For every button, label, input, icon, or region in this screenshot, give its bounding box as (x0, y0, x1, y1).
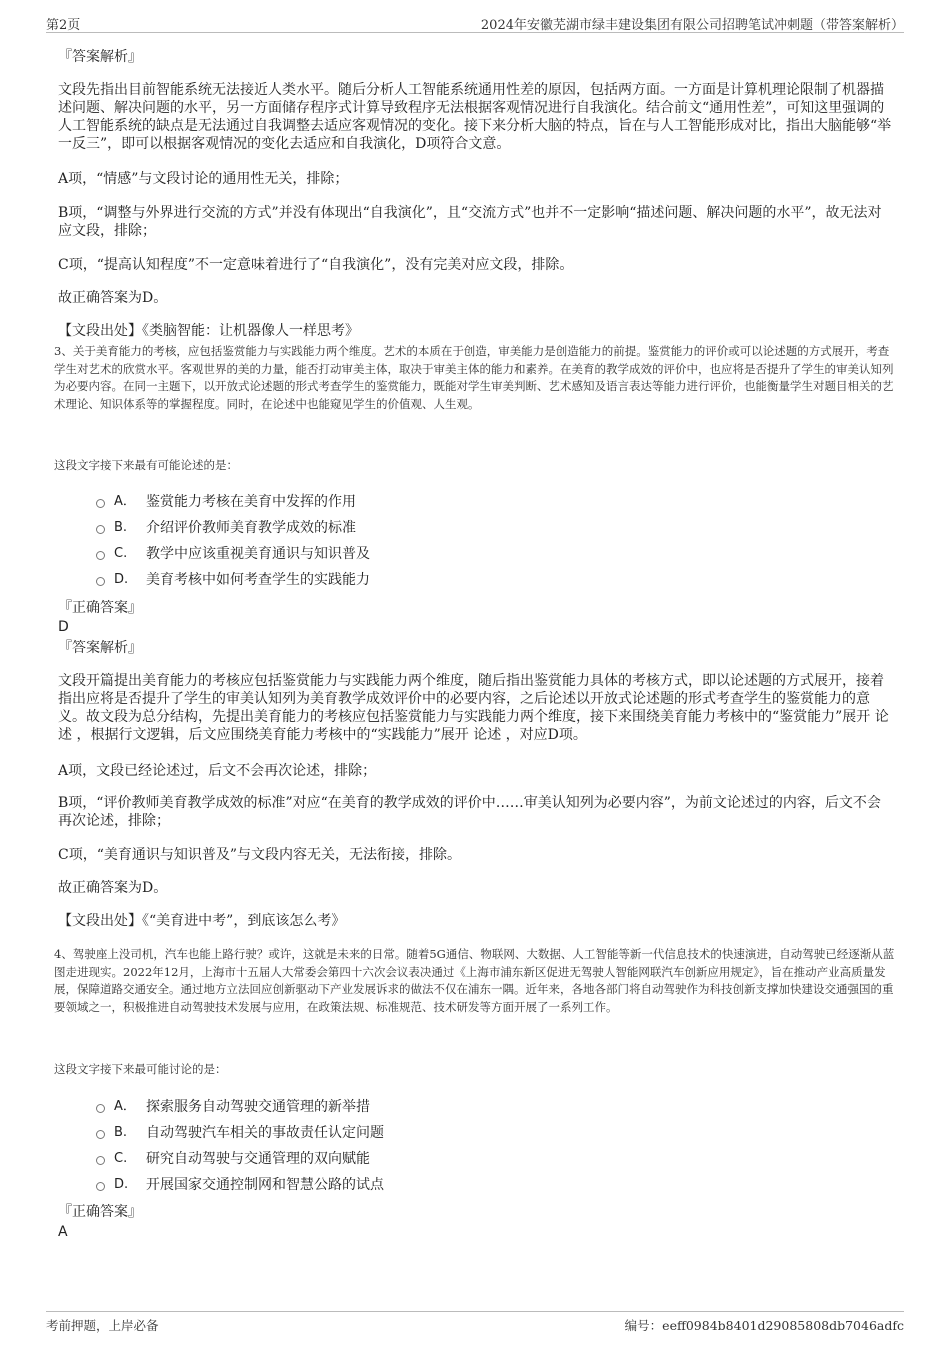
page-header (46, 12, 904, 33)
radio-icon[interactable] (96, 1130, 105, 1139)
option-text: 鉴赏能力考核在美育中发挥的作用 (146, 494, 356, 510)
q3-option-d[interactable] (96, 571, 370, 589)
option-text: 开展国家交通控制网和智慧公路的试点 (146, 1177, 384, 1193)
option-text: 介绍评价教师美育教学成效的标准 (146, 520, 356, 536)
radio-icon[interactable] (96, 1156, 105, 1165)
q4-option-c[interactable] (96, 1150, 370, 1168)
radio-icon[interactable] (96, 525, 105, 534)
q3-correct-answer: D (58, 619, 69, 635)
option-text: 教学中应该重视美育通识与知识普及 (146, 546, 370, 562)
q2-analysis-paragraph: 文段先指出目前智能系统无法接近人类水平。随后分析人工智能系统通用性差的原因，包括两方面。一方面是计算机理论限制了机器描述问题、解决问题的水平，另一方面储存程序式计算导致程序无法根据客观情况进行自我演化。结合前文“通用性差”，可知这里强调的人工智能系统的缺点是无法通过自我调整去适应客观情况的变化。接下来分析大脑的特点，旨在与人工智能形成对比，指出大脑能够“举一反三”，即可以根据客观情况的变化去适应和自我演化，D项符合文意。 (58, 82, 892, 152)
option-text: 探索服务自动驾驶交通管理的新举措 (146, 1099, 370, 1115)
option-letter: D. (114, 1177, 129, 1192)
q4-question: 这段文字接下来最可能讨论的是： (54, 1062, 227, 1076)
document-title: 2024年安徽芜湖市绿丰建设集团有限公司招聘笔试冲刺题（带答案解析） (480, 18, 904, 33)
q4-correct-label: 『正确答案』 (58, 1204, 142, 1220)
radio-icon[interactable] (96, 499, 105, 508)
q3-analysis-label: 『答案解析』 (58, 640, 142, 656)
radio-icon[interactable] (96, 551, 105, 560)
q2-analysis-option-a: A项，“情感”与文段讨论的通用性无关，排除； (58, 171, 349, 187)
q3-analysis-option-b: B项，“评价教师美育教学成效的标准”对应“在美育的教学成效的评价中……审美认知列为必要内容”，为前文论述过的内容，后文不会再次论述，排除； (58, 795, 881, 829)
q2-analysis-option-b: B项，“调整与外界进行交流的方式”并没有体现出“自我演化”，且“交流方式”也并不一定影响“描述问题、解决问题的水平”，故无法对应文段，排除； (58, 205, 882, 239)
page-number: 第2页 (46, 18, 81, 33)
option-letter: A． (114, 494, 136, 509)
q3-analysis-paragraph: 文段开篇提出美育能力的考核应包括鉴赏能力与实践能力两个维度，随后指出鉴赏能力具体的考核方式，即以论述题的方式展开，接着指出应将是否提升了学生的审美认知列为美育教学成效评价中的必要内容，之后论述以开放式论述题的形式考查学生的鉴赏能力的意义。故文段为总分结构，先提出美育能力的考核应包括鉴赏能力与实践能力两个维度，接下来围绕美育能力考核中的“鉴赏能力”展开 论述 ，根据行文逻辑，后文应围绕美育能力考核中的“实践能力”展开 论述 ，对应D项。 (58, 673, 889, 743)
footer-slogan: 考前押题，上岸必备 (46, 1318, 159, 1333)
radio-icon[interactable] (96, 1182, 105, 1191)
radio-icon[interactable] (96, 1104, 105, 1113)
option-letter: B. (114, 1125, 128, 1140)
q2-analysis-label: 『答案解析』 (58, 49, 142, 65)
q3-option-b[interactable] (96, 519, 356, 537)
option-letter: A． (114, 1099, 136, 1114)
page-footer (46, 1311, 904, 1336)
q2-conclusion: 故正确答案为D。 (58, 290, 168, 306)
q4-stem: 4、驾驶座上没司机，汽车也能上路行驶？或许，这就是未来的日常。随着5G通信、物联网、大数据、人工智能等新一代信息技术的快速演进，自动驾驶已经逐渐从蓝图走进现实。2022年12月，上海市十五届人大常委会第四十六次会议表决通过《上海市浦东新区促进无驾驶人智能网联汽车创新应用规定》，旨在推动产业高质量发展，保障道路交通安全。通过地方立法回应创新驱动下产业发展诉求的做法不仅在浦东一隅。近年来，各地各部门将自动驾驶作为科技创新支撑加快建设交通强国的重要领域之一，积极推进自动驾驶技术发展与应用，在政策法规、标准规范、技术研发等方面开展了一系列工作。 (54, 947, 895, 1014)
option-letter: D. (114, 572, 129, 587)
q3-stem: 3、关于美育能力的考核，应包括鉴赏能力与实践能力两个维度。艺术的本质在于创造，审美能力是创造能力的前提。鉴赏能力的评价或可以论述题的方式展开，考查学生对艺术的欣赏水平。客观世界的美的力量，能否打动审美主体，取决于审美主体的能力和素养。在美育的教学成效的评价中，也应将是否提升了学生的审美认知列为必要内容。在同一主题下，以开放式论述题的形式考查学生的鉴赏能力，既能对学生审美判断、艺术感知及语言表达等能力进行评价，也能衡量学生对题目相关的艺术理论、知识体系等的掌握程度。同时，在论述中也能窥见学生的价值观、人生观。 (54, 344, 894, 411)
q3-option-c[interactable] (96, 545, 370, 563)
q3-conclusion: 故正确答案为D。 (58, 880, 168, 896)
option-letter: C. (114, 1151, 128, 1166)
option-letter: B. (114, 520, 128, 535)
q3-analysis-option-a: A项，文段已经论述过，后文不会再次论述，排除； (58, 763, 377, 779)
document-code: 编号：eeff0984b8401d29085808db7046adfc (624, 1318, 904, 1333)
q3-source: 【文段出处】《“美育进中考”，到底该怎么考》 (58, 913, 346, 929)
q3-analysis-option-c: C项，“美育通识与知识普及”与文段内容无关，无法衔接，排除。 (58, 847, 462, 863)
q3-correct-label: 『正确答案』 (58, 600, 142, 616)
option-text: 美育考核中如何考查学生的实践能力 (146, 572, 370, 588)
option-letter: C. (114, 546, 128, 561)
q3-option-a[interactable] (96, 493, 356, 511)
q2-analysis-option-c: C项，“提高认知程度”不一定意味着进行了“自我演化”，没有完美对应文段，排除。 (58, 257, 574, 273)
option-text: 研究自动驾驶与交通管理的双向赋能 (146, 1151, 370, 1167)
option-text: 自动驾驶汽车相关的事故责任认定问题 (146, 1125, 384, 1141)
q4-option-d[interactable] (96, 1176, 384, 1194)
q2-source: 【文段出处】《类脑智能：让机器像人一样思考》 (58, 323, 359, 339)
radio-icon[interactable] (96, 577, 105, 586)
q4-correct-answer: A (58, 1224, 68, 1240)
q4-option-a[interactable] (96, 1098, 370, 1116)
q4-option-b[interactable] (96, 1124, 384, 1142)
q3-question: 这段文字接下来最有可能论述的是： (54, 458, 238, 472)
